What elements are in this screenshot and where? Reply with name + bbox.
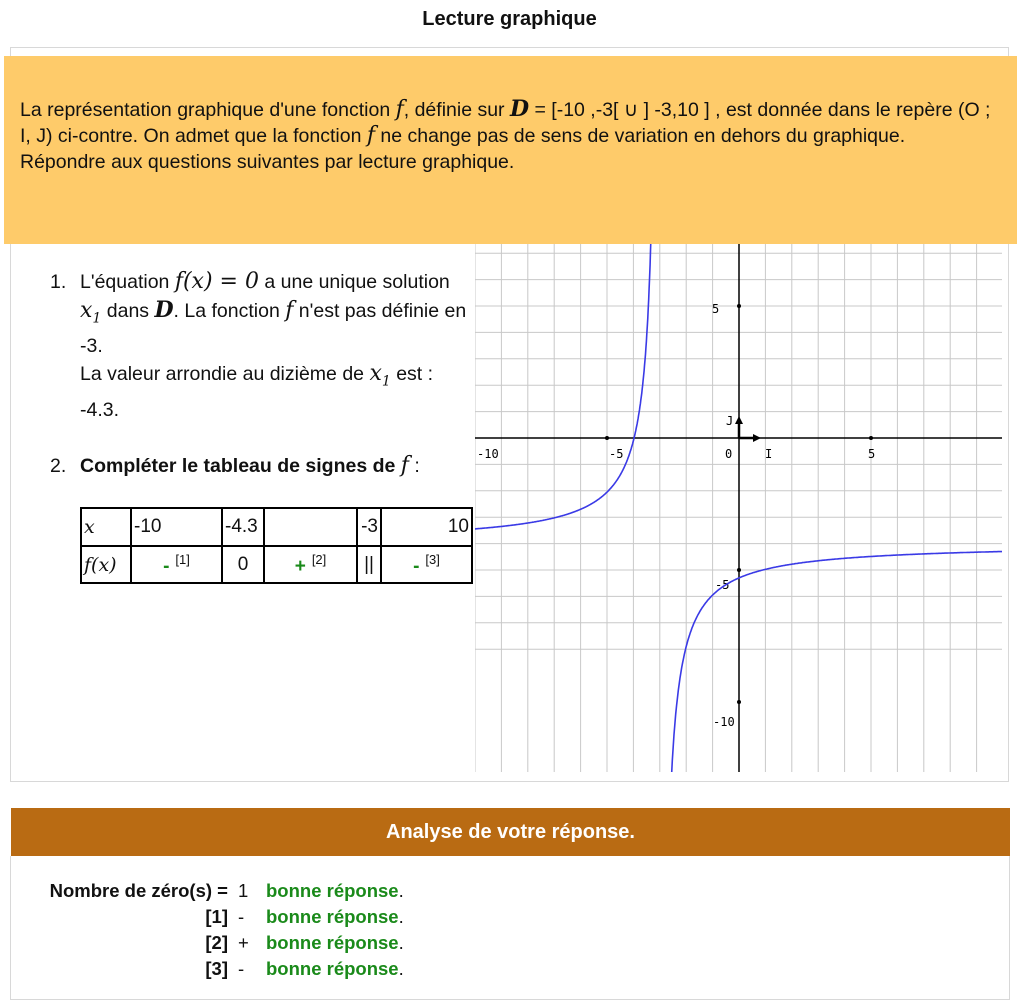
sign-value: +: [294, 555, 306, 577]
result-text: bonne réponse: [266, 880, 399, 901]
sign-value: -: [413, 555, 420, 577]
intro-text: = [-10 ,-3[ ∪ ] -3,10 ] , est donnée dans le repère (O ; I, J) ci-contre. On admet que la fonction: [20, 99, 991, 147]
sign-cell-3[interactable]: [381, 546, 472, 583]
analysis-row: [0, 906, 1019, 932]
analysis-header: Analyse de votre réponse.: [11, 808, 1010, 856]
y-tick-mark: [737, 568, 741, 572]
question-text: La valeur arrondie au dizième de: [80, 363, 370, 386]
question-number: 1.: [50, 271, 67, 293]
subscript: 1: [92, 310, 102, 327]
question-text: a une unique solution: [258, 271, 450, 293]
analysis-value: -: [238, 958, 245, 979]
result-text: bonne réponse: [266, 906, 399, 927]
domain-symbol: D: [509, 96, 530, 122]
analysis-result: [266, 958, 404, 980]
analysis-label: [3]: [205, 958, 228, 979]
y-tick-mark: [737, 700, 741, 704]
intro-box: [4, 56, 1017, 244]
x-value: -10: [131, 508, 222, 546]
intro-text: ne change pas de sens de variation en dehors du graphique.: [375, 125, 906, 147]
question-text: dans: [101, 300, 155, 322]
x1-symbol: [369, 361, 391, 390]
page-title: Lecture graphique: [422, 8, 597, 30]
question-1: [50, 268, 470, 424]
analysis-row: [0, 932, 1019, 958]
intro-text: , définie sur: [403, 99, 510, 121]
equation: f(x) = 0: [174, 269, 259, 294]
zero-cell: 0: [222, 546, 264, 583]
x-tick-label: I: [765, 447, 773, 461]
x-tick-label: -10: [477, 447, 499, 461]
question-text: est : -4.3.: [80, 363, 434, 421]
y-tick-label: -10: [713, 715, 735, 729]
result-dot: .: [398, 880, 404, 901]
sign-table: [80, 507, 473, 584]
sign-cell-1[interactable]: [131, 546, 222, 583]
result-dot: .: [398, 906, 404, 927]
analysis-row: [0, 958, 1019, 984]
question-text: :: [408, 454, 420, 477]
question-list: [50, 268, 470, 480]
answer-ref: [3]: [425, 551, 440, 567]
question-text: . La fonction: [173, 300, 286, 322]
analysis-result: [266, 932, 404, 954]
y-tick-label: 5: [712, 302, 720, 316]
answer-ref: [1]: [175, 551, 190, 567]
y-tick-label: J: [726, 414, 734, 428]
x-value: [264, 508, 357, 546]
y-tick-label: -5: [715, 578, 730, 592]
answer-ref: [2]: [311, 551, 327, 567]
analysis-label: [2]: [205, 932, 228, 953]
question-body: [80, 268, 470, 424]
x-value: 10: [381, 508, 472, 546]
function-symbol: f: [395, 97, 404, 122]
sign-table-x-row: [81, 508, 472, 546]
analysis-result: [266, 880, 404, 902]
question-text: n'est pas définie en -3.: [80, 300, 467, 358]
x1-symbol: [80, 298, 102, 327]
result-dot: .: [398, 932, 404, 953]
question-number: 2.: [50, 454, 67, 477]
x-letter: x: [369, 361, 382, 387]
y-tick-mark: [737, 304, 741, 308]
result-text: bonne réponse: [266, 958, 399, 979]
analysis-value: 1: [238, 880, 249, 901]
question-text: Compléter le tableau de signes de: [80, 454, 401, 477]
forbidden-value-cell: ||: [357, 546, 381, 583]
sign-cell-2[interactable]: [264, 546, 357, 583]
question-answer-line: [80, 360, 470, 423]
x-tick-mark: [605, 436, 609, 440]
question-2: [50, 452, 470, 480]
analysis-label: [1]: [205, 906, 228, 927]
function-symbol: f: [366, 123, 375, 148]
analysis-value: +: [238, 932, 249, 953]
subscript: 1: [381, 373, 391, 390]
analysis-value: -: [238, 906, 245, 927]
x-letter: x: [80, 298, 93, 323]
domain-symbol: D: [154, 297, 174, 323]
result-dot: .: [398, 958, 404, 979]
analysis-result: [266, 906, 404, 928]
analysis-label: Nombre de zéro(s) =: [49, 880, 228, 901]
question-text: L'équation: [80, 271, 175, 293]
x-header: x: [81, 508, 131, 546]
function-symbol: f: [400, 452, 409, 478]
question-body: [80, 452, 470, 480]
x-tick-label: 5: [868, 447, 876, 461]
intro-text: La représentation graphique d'une fonction: [20, 99, 396, 121]
x-value: -3: [357, 508, 381, 546]
x-tick-label: 0: [725, 447, 733, 461]
function-graph: [475, 244, 1002, 772]
sign-value: -: [163, 555, 170, 577]
x-value: -4.3: [222, 508, 264, 546]
x-tick-label: -5: [609, 447, 624, 461]
fx-header: f(x): [81, 546, 131, 583]
function-symbol: f: [285, 298, 294, 323]
result-text: bonne réponse: [266, 932, 399, 953]
sign-table-fx-row: [81, 546, 472, 583]
intro-instruction: Répondre aux questions suivantes par lecture graphique.: [20, 151, 515, 173]
x-tick-mark: [869, 436, 873, 440]
analysis-row: [0, 880, 1019, 906]
